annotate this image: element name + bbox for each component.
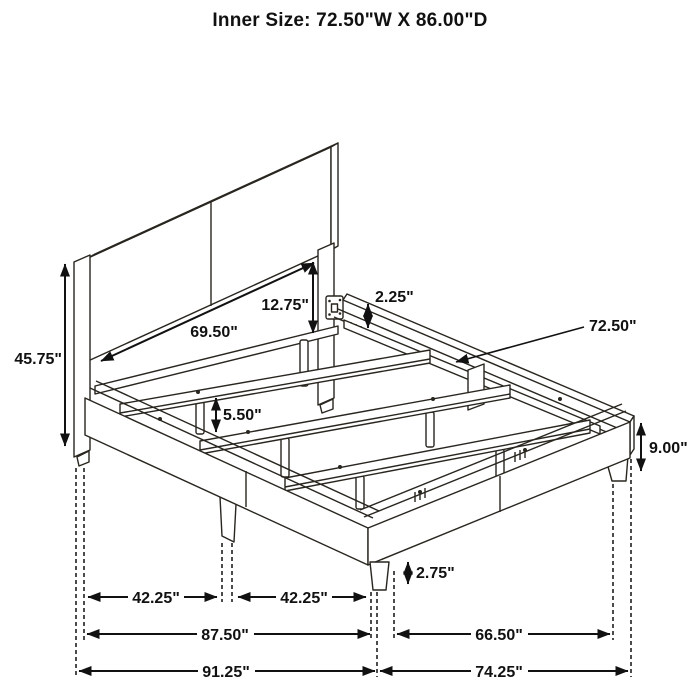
mounting-bracket xyxy=(326,296,343,319)
dim-panel-height: 12.75" xyxy=(261,297,309,314)
dim-rail-drop: 2.25" xyxy=(375,289,414,306)
dim-slat-length: 72.50" xyxy=(589,318,637,335)
dim-headboard-width: 69.50" xyxy=(190,324,238,341)
headboard-side-edge xyxy=(331,143,338,250)
slat-leg xyxy=(281,438,289,477)
dim-leg-spacing-front: 42.25" xyxy=(280,590,328,607)
dim-side-rail-length: 87.50" xyxy=(201,627,249,644)
page-title: Inner Size: 72.50"W X 86.00"D xyxy=(212,10,488,31)
dim-front-leg-height: 2.75" xyxy=(416,565,455,582)
dim-overall-length: 91.25" xyxy=(202,664,250,681)
dim-leg-spacing-rear: 42.25" xyxy=(132,590,180,607)
dim-overall-width: 74.25" xyxy=(475,664,523,681)
dim-headboard-height: 45.75" xyxy=(14,351,62,368)
dim-footboard-width: 66.50" xyxy=(475,627,523,644)
slat-leg xyxy=(426,412,434,447)
corner-leg-front xyxy=(370,562,389,590)
dim-slat-leg-height: 5.50" xyxy=(223,407,262,424)
dim-side-rail-height: 9.00" xyxy=(649,440,688,457)
